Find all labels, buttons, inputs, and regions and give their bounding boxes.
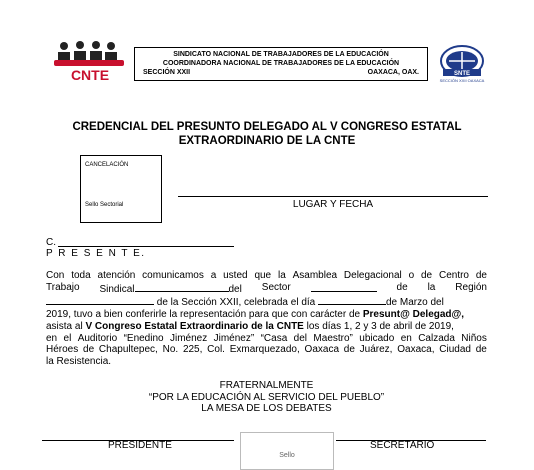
- closing-fraternally: FRATERNALMENTE: [219, 380, 314, 391]
- document-title-line1: CREDENCIAL DEL PRESUNTO DELEGADO AL V CONGRESO ESTATAL: [72, 121, 462, 133]
- document-title-line2: EXTRAORDINARIO DE LA CNTE: [178, 135, 356, 147]
- body-line-8: la Resistencia.: [46, 355, 112, 367]
- svg-text:CNTE: CNTE: [70, 67, 110, 83]
- city-label: OAXACA, OAX.: [367, 69, 419, 76]
- region-blank: [46, 295, 154, 305]
- section-label: SECCIÓN XXII: [143, 69, 191, 76]
- closing-debate-board: LA MESA DE LOS DEBATES: [201, 403, 332, 414]
- sectorial-seal-label: Sello Sectorial: [85, 202, 124, 208]
- place-date-label: LUGAR Y FECHA: [292, 199, 374, 210]
- body-line-5: asista al V Congreso Estatal Extraordinario de la CNTE los días 1, 2 y 3 de abril de 2019,: [46, 320, 454, 332]
- cnte-logo: [50, 40, 130, 84]
- body-line-6: en el Auditorio “Enedino Jiménez Jiménez” “Casa del Maestro” ubicado en Calzada Niños: [46, 332, 487, 344]
- sector-blank: [311, 282, 377, 292]
- seal-box: [240, 432, 334, 470]
- presente-label: P R E S E N T E.: [46, 248, 146, 259]
- president-label: PRESIDENTE: [108, 440, 172, 451]
- closing-block: [46, 380, 487, 415]
- closing-motto: “POR LA EDUCACIÓN AL SERVICIO DEL PUEBLO”: [148, 391, 385, 403]
- cancellation-label: CANCELACIÓN: [85, 162, 129, 168]
- snte-logo: [439, 44, 485, 84]
- svg-text:SECCIÓN XXII OAXACA: SECCIÓN XXII OAXACA: [439, 78, 485, 83]
- addressee-prefix: C.: [46, 237, 56, 248]
- body-line-7: Héroes de Chapultepec, No. 225, Col. Exmarquezado, Oaxaca de Juárez, Oaxaca, Ciudad de: [46, 344, 487, 356]
- svg-text:SNTE: SNTE: [453, 71, 471, 77]
- body-line-3: de la Sección XXII, celebrada el día de Marzo del: [46, 295, 487, 309]
- seal-label: Sello: [279, 452, 295, 459]
- body-line-2: Trabajo Sindical del Sector de la Región: [46, 281, 487, 295]
- coordinator-name: COORDINADORA NACIONAL DE TRABAJADORES DE LA EDUCACIÓN: [162, 60, 400, 67]
- body-line-1: Con toda atención comunicamos a usted que la Asamblea Delegacional o de Centro de: [46, 270, 487, 281]
- day-blank: [318, 295, 386, 305]
- cancellation-box: [80, 155, 162, 223]
- addressee-name-line: [58, 246, 234, 247]
- body-text: [46, 270, 487, 368]
- header-box: [134, 47, 428, 81]
- sindical-blank: [135, 282, 229, 292]
- place-date-line: [178, 196, 488, 197]
- union-name: SINDICATO NACIONAL DE TRABAJADORES DE LA EDUCACIÓN: [173, 51, 389, 58]
- secretary-label: SECRETARIO: [370, 440, 435, 451]
- body-line-4: 2019, tuvo a bien conferirle la representación para que con carácter de Presunt@ Delegad@,: [46, 309, 465, 321]
